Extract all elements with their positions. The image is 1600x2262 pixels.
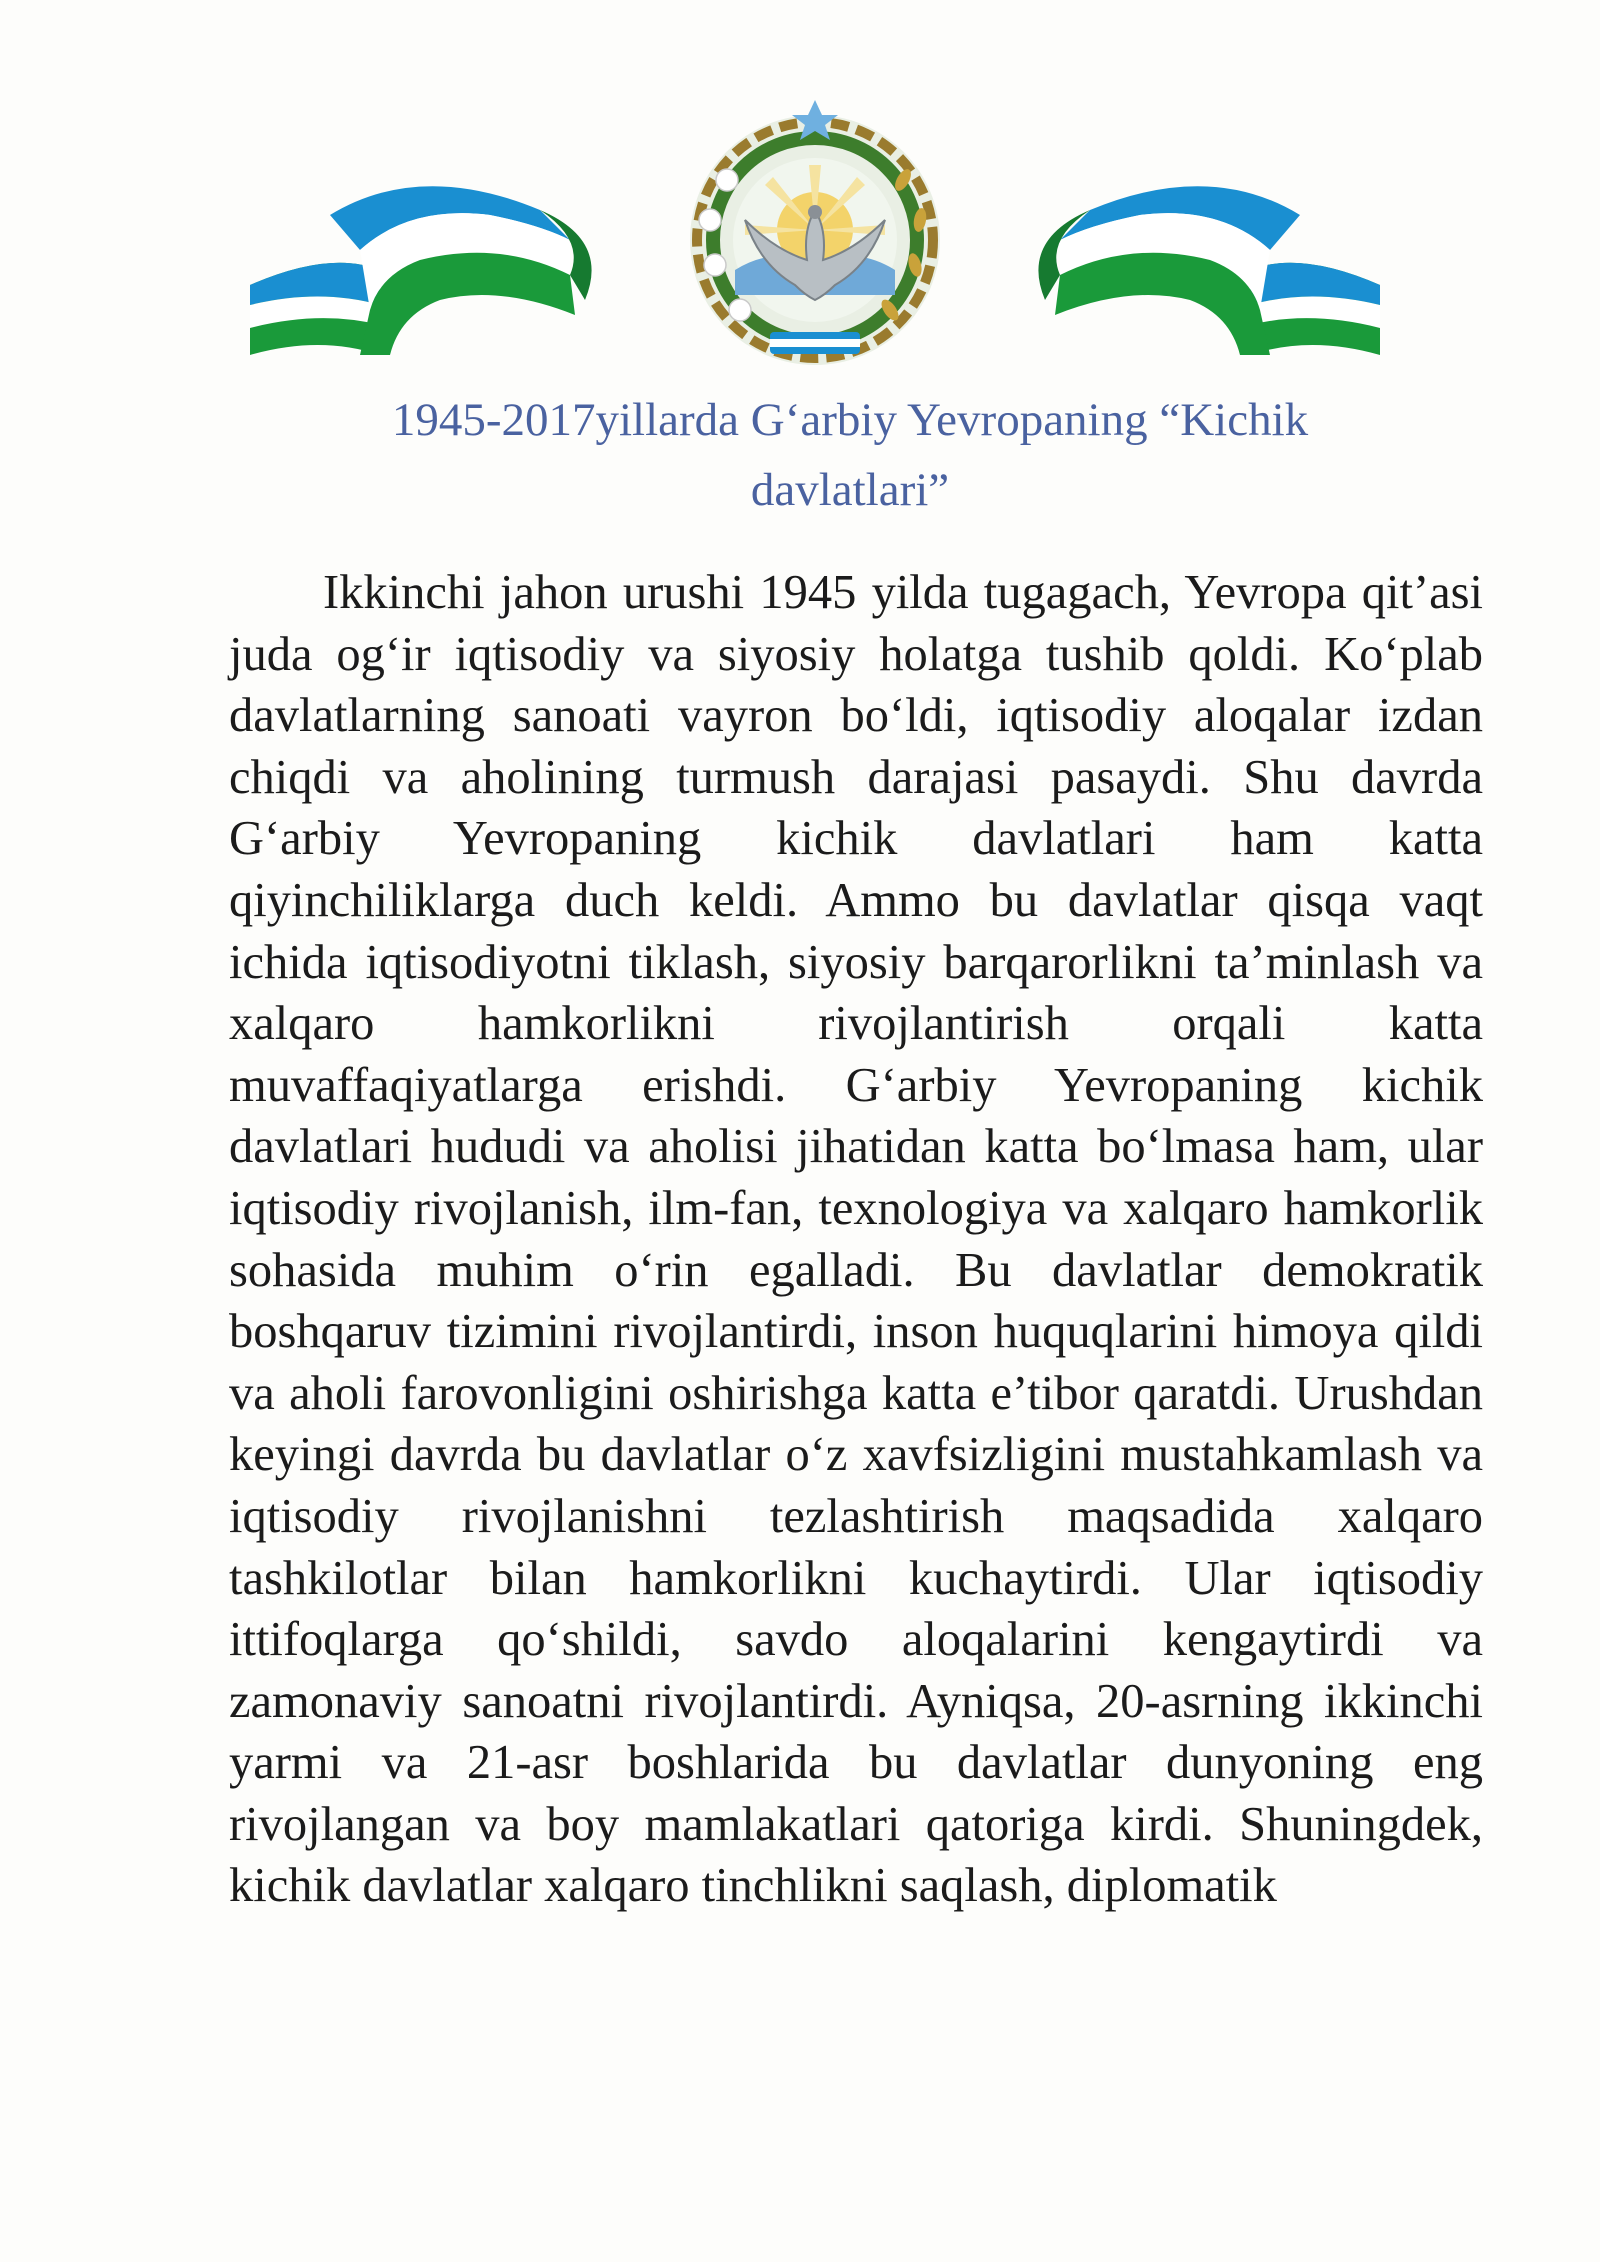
left-ribbon — [250, 186, 592, 355]
right-ribbon — [1038, 186, 1380, 355]
document-body: Ikkinchi jahon urushi 1945 yilda tugagach, Yevropa qit’asi juda og‘ir iqtisodiy va siyosiy holatga tushib qoldi. Ko‘plab davlatlarning sanoati vayron bo‘ldi, iqtisodiy aloqalar izdan chiqdi va aholining turmush darajasi pasaydi. Shu davrda G‘arbiy Yevropaning kichik davlatlari ham katta qiyinchiliklarga duch keldi. Ammo bu davlatlar qisqa vaqt ichida iqtisodiyotni tiklash, siyosiy barqarorlikni ta’minlash va xalqaro hamkorlikni rivojlantirish orqali katta muvaffaqiyatlarga erishdi. G‘arbiy Yevropaning kichik davlatlari hududi va aholisi jihatidan katta bo‘lmasa ham, ular iqtisodiy rivojlanish, ilm-fan, texnologiya va xalqaro hamkorlik sohasida muhim o‘rin egalladi. Bu davlatlar demokratik boshqaruv tizimini rivojlantirdi, inson huquqlarini himoya qildi va aholi farovonligini oshirishga katta e’tibor qaratdi. Urushdan keyingi davrda bu davlatlar o‘z xavfsizligini mustahkamlash va iqtisodiy rivojlanishni tezlashtirish maqsadida xalqaro tashkilotlar bilan hamkorlikni kuchaytirdi. Ular iqtisodiy ittifoqlarga qo‘shildi, savdo aloqalarini kengaytirdi va zamonaviy sanoatni rivojlantirdi. Ayniqsa, 20-asrning ikkinchi yarmi va 21-asr boshlarida bu davlatlar dunyoning eng rivojlangan va boy mamlakatlari qatoriga kirdi. Shuningdek, kichik davlatlar xalqaro tinchlikni saqlash, diplomatik — [229, 566, 1483, 1913]
document-title: 1945-2017yillarda G‘arbiy Yevropaning “Kichik davlatlari” — [391, 394, 1309, 516]
uzbekistan-emblem-icon — [690, 100, 940, 365]
emblem-banner — [240, 100, 1390, 380]
